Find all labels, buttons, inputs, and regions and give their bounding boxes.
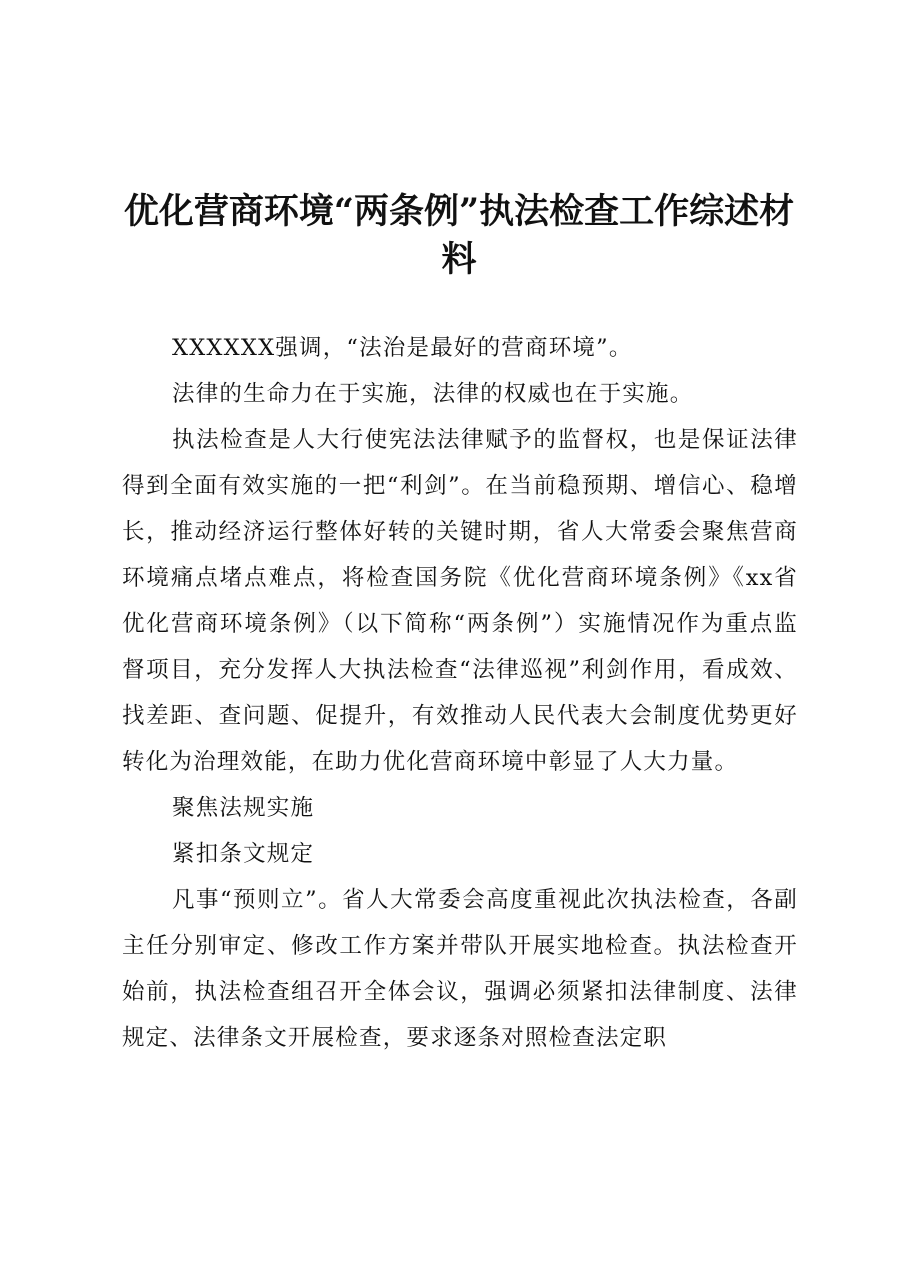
document-title: 优化营商环境“两条例”执法检查工作综述材料 bbox=[123, 191, 795, 280]
document-body bbox=[122, 325, 798, 1061]
paragraph-1: XXXXXX强调，“法治是最好的营商环境”。 bbox=[172, 335, 633, 361]
paragraph-2: 法律的生命力在于实施，法律的权威也在于实施。 bbox=[172, 381, 694, 407]
paragraph-3: 执法检查是人大行使宪法法律赋予的监督权，也是保证法律得到全面有效实施的一把“利剑”。在当前稳预期、增信心、稳增长，推动经济运行整体好转的关键时期，省人大常委会聚焦营商环境痛点堵点难点，将检查国务院《优化营商环境条例》《xx省优化营商环境条例》（以下简称“两条例”）实施情况作为重点监督项目，充分发挥人大执法检查“法律巡视”利剑作用，看成效、找差距、查问题、促提升，有效推动人民代表大会制度优势更好转化为治理效能，在助力优化营商环境中彰显了人大力量。 bbox=[122, 427, 798, 775]
paragraph-4: 凡事“预则立”。省人大常委会高度重视此次执法检查，各副主任分别审定、修改工作方案并带队开展实地检查。执法检查开始前，执法检查组召开全体会议，强调必须紧扣法律制度、法律规定、法律条文开展检查，要求逐条对照检查法定职 bbox=[122, 887, 798, 1051]
section-heading-2: 紧扣条文规定 bbox=[172, 841, 315, 867]
section-heading-1: 聚焦法规实施 bbox=[172, 795, 315, 821]
